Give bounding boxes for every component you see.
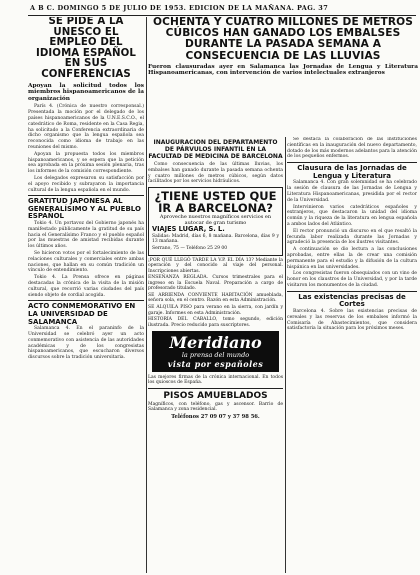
embalses-lede: Fueron clausuradas ayer en Salamanca las Jornadas de Lengua y Literatura Hispanoamericanas, con intervención de varios intelectuales extranjeros	[148, 63, 418, 77]
japan-headline: GRATITUD JAPONESA AL GENERALÍSIMO Y AL PUEBLO ESPAÑOL	[28, 197, 141, 221]
classified-ads-2	[148, 375, 283, 386]
medicina-continued	[287, 137, 417, 160]
salamanca-article	[28, 326, 144, 361]
meridiano-brand: Meridiano	[169, 333, 262, 353]
article-paragraph: Tokio 4. La Prensa ofrece en páginas destacadas la crónica de la visita de la misión cultural, que recorrió varias ciudades del país siendo objeto de cordial acogida.	[28, 275, 144, 298]
viajes-ad-lines	[152, 234, 279, 252]
medicina-headline: INAUGURACION DEL DEPARTAMENTO DE PÁRVULOS INFANTIL EN LA FACULTAD DE MEDICINA DE BARCELONA	[148, 139, 283, 160]
article-paragraph: París 4. (Crónica de nuestro corresponsal.) Presentada la moción por el delegado de los países hispanoamericanos de la U.N.E.S.C.O., el catedrático de Roma, residente en la Casa Regia, ha solicitado a la Conferencia extraordinaria de dicho organismo que la lengua española sea reconocida como idioma de trabajo en las reuniones del mismo.	[28, 104, 144, 150]
article-paragraph: Tokio 4. Un portavoz del Gobierno japonés ha manifestado públicamente la gratitud de su país hacia el Generalísimo Franco y el pueblo español por las muestras de amistad recibidas durante los últimos años.	[28, 221, 144, 250]
section-rule	[28, 195, 144, 196]
classified-ad: Las mejores firmas de la crónica internacional. En todos los quioscos de España.	[148, 374, 283, 386]
article-paragraph: Se hicieron votos por el fortalecimiento de las relaciones culturales y comerciales entre ambas naciones, que hallan en su común tradición un vínculo de entendimiento.	[28, 251, 144, 274]
ad-line: Serrano, 75 — Teléfono 25 29 00	[152, 245, 228, 251]
pisos-phone: Teléfonos 27 09 07 y 37 98 56.	[171, 414, 260, 420]
article-paragraph: Los delegados expresaron su satisfacción por el apoyo recibido y subrayaron la importancia cultural de la lengua española en el mundo.	[28, 175, 144, 193]
article-paragraph: Salamanca 4. En el paraninfo de la Universidad se celebró ayer un acto conmemorativo con asistencia de las autoridades académicas y de los congresistas hispanoamericanos, que escucharon diversos discursos sobre la tradición universitaria.	[28, 326, 144, 361]
column-2	[148, 137, 283, 573]
clausura-headline: Clausura de las Jornadas de Lengua y Literatura	[297, 164, 407, 180]
classified-ad: SE ARRIENDA CONVIENTE HABITACIÓN amueblada, señora sola, en el centro. Razón en esta Administración.	[148, 292, 283, 304]
viajes-ad	[148, 187, 283, 255]
article-paragraph: Barcelona 4. Sobre las existencias precisas de cereales y las reservas de los embalses informó la Comisaría de Abastecimientos, que considera satisfactoria la situación para los próximos meses.	[287, 308, 417, 332]
medicina-article	[148, 162, 283, 185]
article-paragraph: Salamanca 4. Con gran solemnidad se ha celebrado la sesión de clausura de las Jornadas de Lengua y Literatura Hispanoamericanas, presidida por el rector de la Universidad.	[287, 180, 417, 203]
column-rule-1	[146, 17, 147, 573]
clausura-article	[287, 180, 417, 288]
viajes-ad-title: ¿TIENE USTED QUE IR A BARCELONA?	[154, 189, 277, 216]
viajes-ad-subtitle: Aproveche nuestros magníficos servicios en autocar de gran turismo	[159, 214, 272, 227]
article-paragraph: Apoyan la propuesta todos los miembros hispanoamericanos, y se espera que la petición sea aprobada en la próxima sesión plenaria, tras los informes de la comisión correspondiente.	[28, 151, 144, 175]
unesco-lede: Apoyan la solicitud todos los miembros hispanoamericanos de la organización	[28, 82, 144, 102]
masthead	[30, 2, 414, 14]
unesco-headline: SE PIDE A LA UNESCO EL EMPLEO DEL IDIOMA ESPAÑOL EN SUS CONFERENCIAS	[35, 17, 137, 80]
cortes-headline: Las existencias precisas de Cortes	[298, 292, 406, 309]
ad-line: Magníficos, con teléfono, gas y ascensor. Barrio de Salamanca y zona residencial.	[148, 401, 283, 413]
classified-ad: ENSEÑANZA REGLADA. Cursos trimestrales para el ingreso en la Escuela Naval. Preparación a cargo de profesorado titulado.	[148, 275, 283, 292]
article-paragraph: Los congresistas fueron obsequiados con un vino de honor en los claustros de la Universidad, y por la tarde visitaron los monumentos de la ciudad.	[287, 271, 417, 288]
embalses-banner	[148, 17, 418, 136]
article-paragraph: Se destaca la colaboración de las instituciones científicas en la inauguración del nuevo departamento, dotado de los más modernos adelantos para la atención de los pequeños enfermos.	[287, 137, 417, 160]
section-rule	[287, 291, 417, 292]
section-rule	[28, 300, 144, 301]
masthead-text: A B C. DOMINGO 5 DE JULIO DE 1953. EDICION DE LA MAÑANA. PAG. 37	[30, 4, 329, 12]
salamanca-headline: ACTO CONMEMORATIVO EN LA UNIVERSIDAD DE SALAMANCA	[28, 302, 136, 326]
section-rule	[287, 162, 417, 163]
meridiano-tagline: la prensa del mundo	[181, 351, 250, 360]
classified-ad: ¡POR QUÉ LLEGÓ TARDE LA V.P. EL DÍA 13? Mediante la operación y del conocido al viaje del personal. Inscripciones abiertas.	[148, 257, 283, 274]
article-paragraph: A continuación se dio lectura a las conclusiones aprobadas, entre ellas la de crear una comisión permanente para el estudio y la difusión de la cultura hispánica en las universidades.	[287, 247, 417, 270]
japan-article	[28, 221, 144, 298]
article-paragraph: Como consecuencia de las últimas lluvias, los embalses han ganado durante la pasada semana ochenta y cuatro millones de metros cúbicos, según datos facilitados por los servicios hidráulicos.	[148, 162, 283, 185]
column-1	[28, 17, 144, 573]
pisos-ad-title: PISOS AMUEBLADOS	[163, 390, 268, 401]
viajes-ad-company: VIAJES LUGAR, S. L.	[152, 225, 225, 234]
pisos-ad-body	[148, 402, 283, 413]
meridiano-tagline-2: vista por españoles	[167, 358, 264, 369]
ad-line: Salidas: Madrid, días 6, 8 mañana. Barcelona, días 9 y 13 mañana.	[152, 233, 279, 245]
article-paragraph: Intervinieron varios catedráticos españoles y extranjeros, que destacaron la unidad del idioma común y la riqueza de la literatura en lengua española a ambos lados del Atlántico.	[287, 204, 417, 227]
unesco-article	[28, 104, 144, 193]
article-paragraph: El rector pronunció un discurso en el que resaltó la fecunda labor realizada durante las Jornadas y agradeció la presencia de los ilustres visitantes.	[287, 228, 417, 246]
column-rule-2	[285, 137, 286, 573]
cortes-article	[287, 309, 417, 332]
section-rule	[148, 388, 283, 389]
embalses-headline: OCHENTA Y CUATRO MILLONES DE METROS CÚBICOS HAN GANADO LOS EMBALSES DURANTE LA PASADA SEMANA A CONSECUENCIA DE LAS LLUVIAS	[153, 17, 413, 62]
top-rule	[28, 15, 416, 16]
classified-ad: HISTORIA DEL CABALLO, tomo segundo, edición ilustrada. Precio reducido para suscriptores.	[148, 317, 283, 328]
classified-ad: SE ALQUILA PISO para verano en la sierra, con jardín y garaje. Informes en esta Administración.	[148, 305, 283, 316]
meridiano-ad	[152, 331, 279, 372]
column-3	[287, 137, 417, 573]
classified-ads	[148, 258, 283, 329]
